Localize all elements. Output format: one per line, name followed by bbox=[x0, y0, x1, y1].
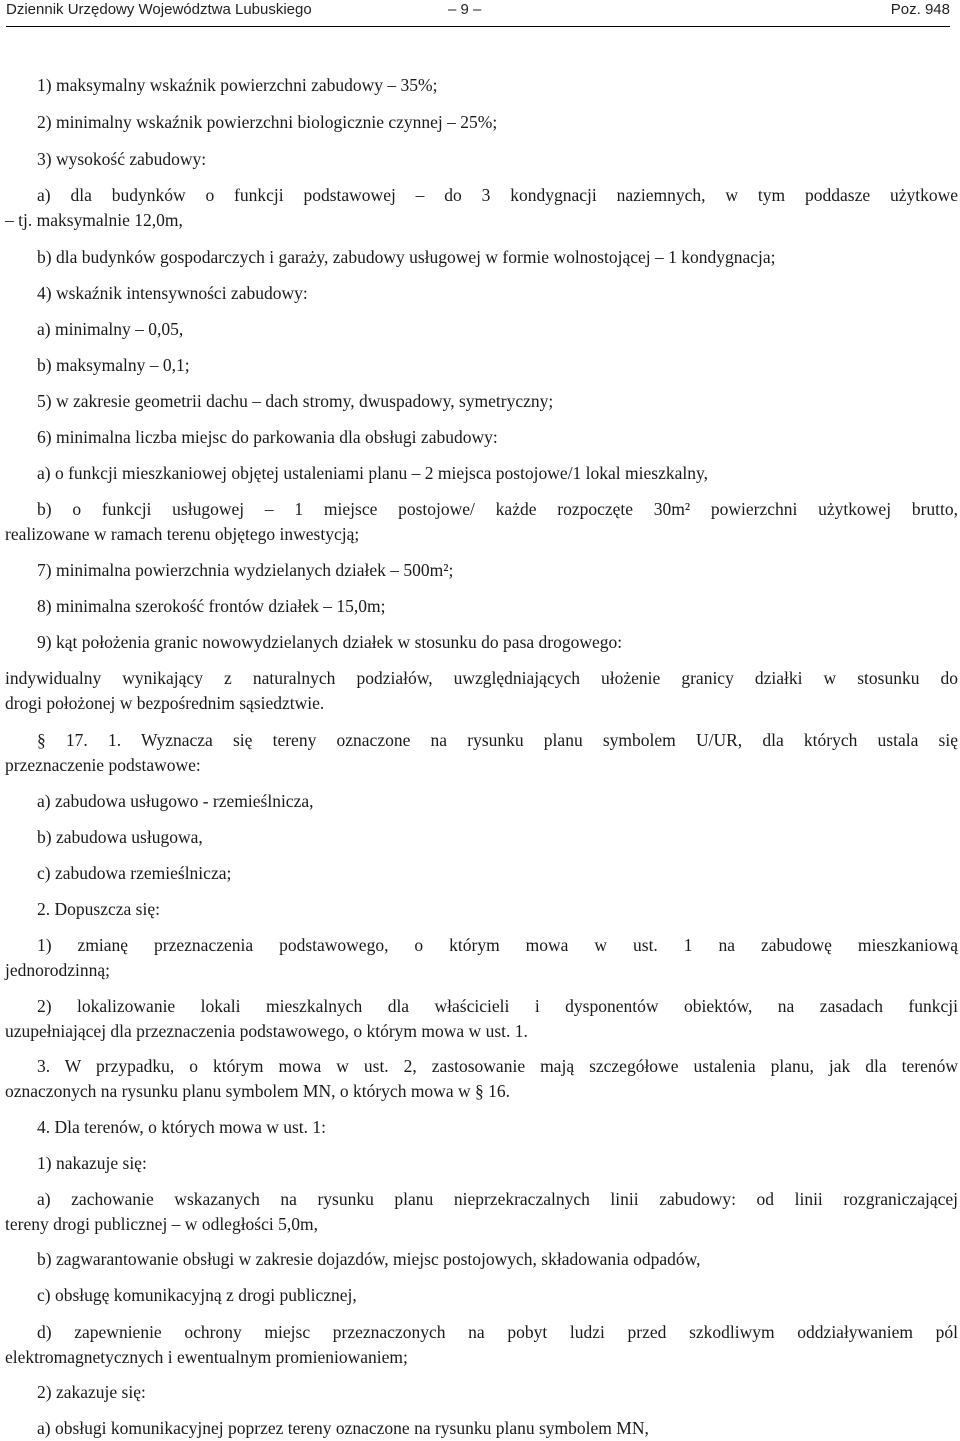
paragraph-line: a) minimalny – 0,05, bbox=[37, 319, 184, 339]
paragraph-line: uzupełniającej dla przeznaczenia podstawowego, o którym mowa w ust. 1. bbox=[5, 1021, 528, 1041]
paragraph-line: przeznaczenie podstawowe: bbox=[5, 755, 201, 775]
paragraph-line: 3) wysokość zabudowy: bbox=[37, 149, 207, 169]
paragraph-line: a) obsługi komunikacyjnej poprzez tereny oznaczone na rysunku planu symbolem MN, bbox=[37, 1418, 649, 1438]
paragraph-line: 2) minimalny wskaźnik powierzchni biologicznie czynnej – 25%; bbox=[37, 112, 498, 132]
paragraph-line: b) maksymalny – 0,1; bbox=[37, 355, 190, 375]
paragraph-line: 7) minimalna powierzchnia wydzielanych działek – 500m²; bbox=[37, 560, 454, 580]
paragraph-block bbox=[5, 497, 958, 547]
page-number: – 9 – bbox=[448, 1, 482, 18]
paragraph-block bbox=[5, 1320, 958, 1370]
paragraph-line: 1) zmianę przeznaczenia podstawowego, o którym mowa w ust. 1 na zabudowę mieszkaniową bbox=[37, 935, 958, 955]
paragraph-line: 1) nakazuje się: bbox=[37, 1153, 147, 1173]
paragraph-block bbox=[5, 666, 958, 716]
position-number: Poz. 948 bbox=[890, 1, 950, 18]
paragraph-line: § 17. 1. Wyznacza się tereny oznaczone na rysunku planu symbolem U/UR, dla których ustala się bbox=[37, 730, 958, 750]
paragraph-line: c) zabudowa rzemieślnicza; bbox=[37, 863, 232, 883]
paragraph-line: 2) lokalizowanie lokali mieszkalnych dla właścicieli i dysponentów obiektów, na zasadach funkcji bbox=[37, 996, 958, 1016]
paragraph-line: realizowane w ramach terenu objętego inwestycją; bbox=[5, 524, 360, 544]
paragraph-block bbox=[5, 994, 958, 1044]
paragraph-line: 6) minimalna liczba miejsc do parkowania dla obsługi zabudowy: bbox=[37, 427, 498, 447]
paragraph-block bbox=[5, 933, 958, 983]
paragraph-block bbox=[5, 1054, 958, 1104]
paragraph-line: elektromagnetycznych i ewentualnym promieniowaniem; bbox=[5, 1347, 408, 1367]
section-17 bbox=[5, 728, 958, 778]
paragraph-line: 4. Dla terenów, o których mowa w ust. 1: bbox=[37, 1117, 327, 1137]
paragraph-line: b) zagwarantowanie obsługi w zakresie dojazdów, miejsc postojowych, składowania odpadów, bbox=[37, 1249, 701, 1269]
paragraph-line: indywidualny wynikający z naturalnych podziałów, uwzględniających ułożenie granicy działki w stosunku do bbox=[5, 668, 958, 688]
paragraph-line: a) zabudowa usługowo - rzemieślnicza, bbox=[37, 791, 314, 811]
paragraph-line: 2) zakazuje się: bbox=[37, 1382, 146, 1402]
paragraph-line: a) o funkcji mieszkaniowej objętej ustaleniami planu – 2 miejsca postojowe/1 lokal mieszkalny, bbox=[37, 463, 708, 483]
paragraph-line: – tj. maksymalnie 12,0m, bbox=[5, 210, 183, 230]
paragraph-line: tereny drogi publicznej – w odległości 5,0m, bbox=[5, 1214, 318, 1234]
paragraph-line: c) obsługę komunikacyjną z drogi publicznej, bbox=[37, 1285, 357, 1305]
paragraph-line: d) zapewnienie ochrony miejsc przeznaczonych na pobyt ludzi przed szkodliwym oddziaływaniem pól bbox=[37, 1322, 958, 1342]
paragraph-line: 9) kąt położenia granic nowowydzielanych działek w stosunku do pasa drogowego: bbox=[37, 632, 623, 652]
paragraph-block bbox=[5, 1187, 958, 1237]
paragraph-line: b) dla budynków gospodarczych i garaży, zabudowy usługowej w formie wolnostojącej – 1 kondygnacja; bbox=[37, 247, 776, 267]
paragraph-line: 2. Dopuszcza się: bbox=[37, 899, 160, 919]
paragraph-line: 1) maksymalny wskaźnik powierzchni zabudowy – 35%; bbox=[37, 75, 438, 95]
paragraph-line: a) zachowanie wskazanych na rysunku planu nieprzekraczalnych linii zabudowy: od linii rozgraniczającej bbox=[37, 1189, 958, 1209]
paragraph-block bbox=[5, 183, 958, 233]
paragraph-line: oznaczonych na rysunku planu symbolem MN, o których mowa w § 16. bbox=[5, 1081, 510, 1101]
paragraph-line: b) o funkcji usługowej – 1 miejsce postojowe/ każde rozpoczęte 30m² powierzchni użytkowej brutto, bbox=[37, 499, 958, 519]
paragraph-line: jednorodzinną; bbox=[5, 960, 110, 980]
paragraph-line: 8) minimalna szerokość frontów działek – 15,0m; bbox=[37, 596, 386, 616]
paragraph-line: b) zabudowa usługowa, bbox=[37, 827, 203, 847]
paragraph-line: 4) wskaźnik intensywności zabudowy: bbox=[37, 283, 308, 303]
paragraph-line: drogi położonej w bezpośrednim sąsiedztwie. bbox=[5, 693, 325, 713]
page-header bbox=[6, 0, 950, 27]
paragraph-line: 3. W przypadku, o którym mowa w ust. 2, zastosowanie mają szczegółowe ustalenia planu, jak dla terenów bbox=[37, 1056, 958, 1076]
paragraph-line: 5) w zakresie geometrii dachu – dach stromy, dwuspadowy, symetryczny; bbox=[37, 391, 554, 411]
journal-title: Dziennik Urzędowy Województwa Lubuskiego bbox=[6, 1, 312, 18]
paragraph-line: a) dla budynków o funkcji podstawowej – do 3 kondygnacji naziemnych, w tym poddasze użytkowe bbox=[37, 185, 958, 205]
